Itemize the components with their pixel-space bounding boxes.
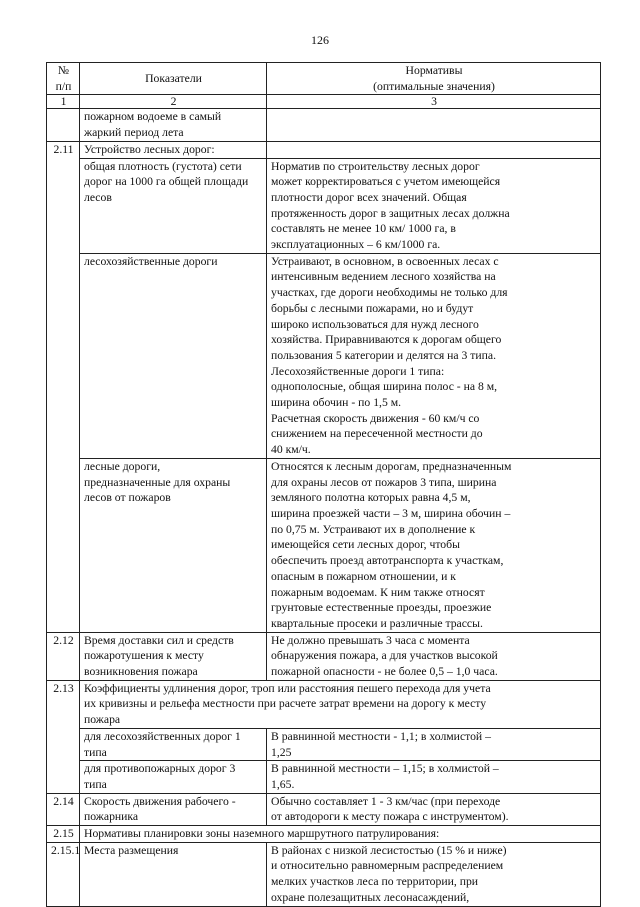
column-index-3: 3: [267, 95, 601, 109]
row-indicator: Места размещения: [80, 842, 267, 906]
row-number: 2.11: [47, 141, 80, 632]
row-indicator: для противопожарных дорог 3 типа: [80, 761, 267, 793]
row-norm: В равнинной местности – 1,15; в холмистой – 1,65.: [267, 761, 601, 793]
row-norm: [267, 253, 601, 458]
row-norm: В районах с низкой лесистостью (15 % и ниже) и относительно равномерным распределением мелких участков леса по территории, при охране полезащитных лесонасаждений,: [267, 842, 601, 906]
column-index-2: 2: [80, 95, 267, 109]
row-indicator: для лесохозяйственных дорог 1 типа: [80, 728, 267, 760]
row-indicator: Устройство лесных дорог:: [80, 141, 267, 158]
table-row: [47, 458, 601, 632]
row-number: 2.13: [47, 680, 80, 793]
norms-table: [46, 62, 601, 907]
table-header-row: [47, 63, 601, 95]
table-row: [47, 158, 601, 253]
column-index-row: [47, 95, 601, 109]
norm-paragraph: Расчетная скорость движения - 60 км/ч со снижением на пересеченной местности до 40 км/ч.: [271, 411, 483, 457]
table-row: [47, 632, 601, 680]
row-norm: Норматив по строительству лесных дорог может корректироваться с учетом имеющейся плотности дорог всех значений. Общая протяженность дорог в защитных лесах должна составлять не менее 10 км/ 1000 га, в эксплуатационных – 6 км/1000 га.: [267, 158, 601, 253]
row-norm: [267, 141, 601, 158]
row-indicator: лесные дороги, предназначенные для охраны лесов от пожаров: [80, 458, 267, 632]
table-row: [47, 826, 601, 843]
row-norm: Относятся к лесным дорогам, предназначенным для охраны лесов от пожаров 3 типа, ширина земляного полотна которых равна 4,5 м, ширина проезжей части – 3 м, ширина обочин – по 0,75 м. Устраивают их в дополнение к имеющейся сети лесных дорог, чтобы обеспечить проезд автотранспорта к участкам, опасным в пожарном отношении, и к пожарным водоемам. К ним также относят грунтовые естественные проезды, проезжие квартальные просеки и различные трассы.: [267, 458, 601, 632]
row-indicator: Скорость движения рабочего - пожарника: [80, 793, 267, 825]
table-row: [47, 141, 601, 158]
header-norms: Нормативы (оптимальные значения): [267, 63, 601, 95]
row-norm: [267, 109, 601, 141]
row-number: 2.14: [47, 793, 80, 825]
table-row: [47, 109, 601, 141]
row-number: [47, 109, 80, 141]
norm-paragraph: Устраивают, в основном, в освоенных лесах с интенсивным ведением лесного хозяйства на участках, где дороги необходимы не только для борьбы с лесными пожарами, но и будут широко использоваться для нужд лесного хозяйства. Приравниваются к дорогам общего пользования 5 категории и делятся на 3 типа.: [271, 254, 508, 362]
table-row: [47, 761, 601, 793]
column-index-1: 1: [47, 95, 80, 109]
row-indicator: лесохозяйственные дороги: [80, 253, 267, 458]
row-merged-text: Нормативы планировки зоны наземного маршрутного патрулирования:: [80, 826, 601, 843]
row-number: 2.12: [47, 632, 80, 680]
page-number: 126: [311, 33, 329, 47]
table-row: [47, 793, 601, 825]
row-norm: В равнинной местности - 1,1; в холмистой – 1,25: [267, 728, 601, 760]
row-merged-text: Коэффициенты удлинения дорог, троп или расстояния пешего перехода для учета их кривизны и рельефа местности при расчете затрат времени на дорогу к месту пожара: [80, 680, 601, 728]
row-indicator: Время доставки сил и средств пожаротушения к месту возникновения пожара: [80, 632, 267, 680]
row-norm: Обычно составляет 1 - 3 км/час (при переходе от автодороги к месту пожара с инструментом).: [267, 793, 601, 825]
table-row: [47, 253, 601, 458]
table-row: [47, 842, 601, 906]
table-row: [47, 680, 601, 728]
header-indicators: Показатели: [80, 63, 267, 95]
row-indicator: общая плотность (густота) сети дорог на 1000 га общей площади лесов: [80, 158, 267, 253]
table-row: [47, 728, 601, 760]
header-num: № п/п: [47, 63, 80, 95]
row-indicator: пожарном водоеме в самый жаркий период лета: [80, 109, 267, 141]
row-number: 2.15.1: [47, 842, 80, 906]
norm-paragraph: Лесохозяйственные дороги 1 типа: однополосные, общая ширина полос - на 8 м, ширина обочин - по 1,5 м.: [271, 364, 498, 410]
row-number: 2.15: [47, 826, 80, 843]
row-norm: Не должно превышать 3 часа с момента обнаружения пожара, а для участков высокой пожарной опасности - не более 0,5 – 1,0 часа.: [267, 632, 601, 680]
